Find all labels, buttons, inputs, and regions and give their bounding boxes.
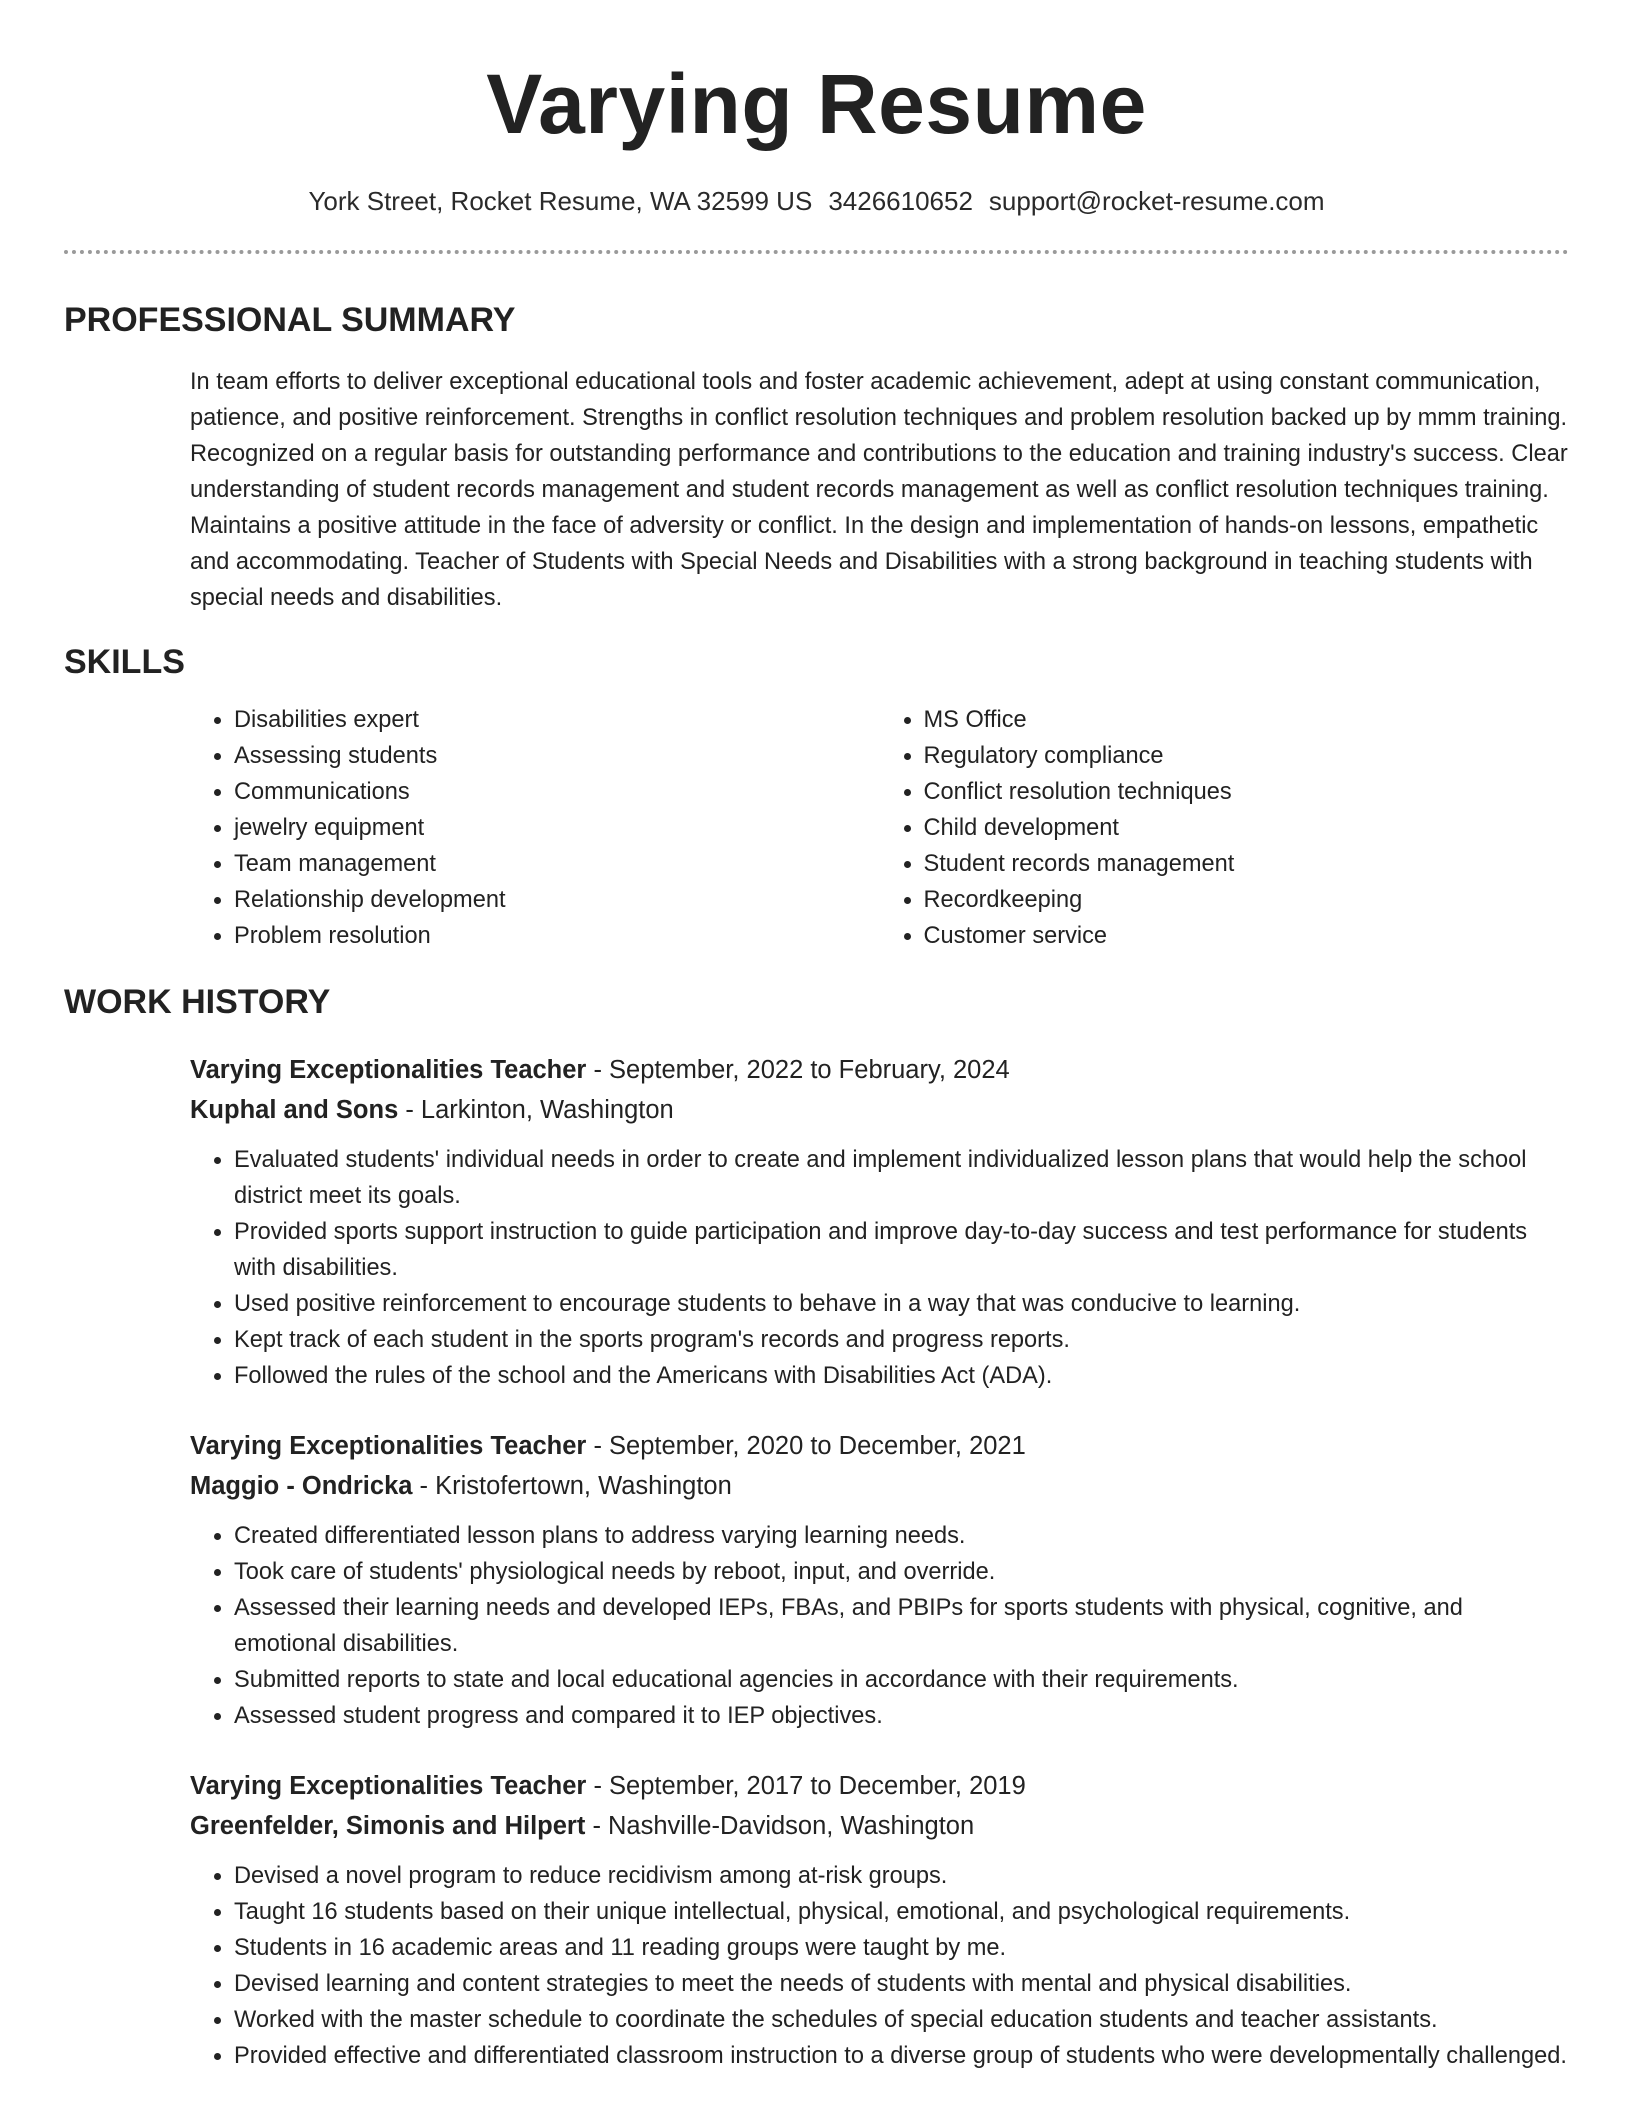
job-company: Maggio - Ondricka <box>190 1472 413 1500</box>
skill-item: • jewelry equipment <box>234 810 880 846</box>
job-company: Greenfelder, Simonis and Hilpert <box>190 1812 586 1840</box>
job-entry <box>190 1050 1569 1394</box>
resume-page <box>64 0 1569 2074</box>
job-bullet: • Assessed their learning needs and developed IEPs, FBAs, and PBIPs for sports students with physical, cognitive, and emotional disabilities. <box>234 1590 1569 1662</box>
skill-item: • Relationship development <box>234 882 880 918</box>
job-bullet: • Kept track of each student in the sports program's records and progress reports. <box>234 1322 1569 1358</box>
skill-item: • Child development <box>924 810 1570 846</box>
skills-list <box>190 702 1569 954</box>
job-bullet: • Worked with the master schedule to coordinate the schedules of special education students and teacher assistants. <box>234 2002 1569 2038</box>
job-bullet: • Assessed student progress and compared it to IEP objectives. <box>234 1698 1569 1734</box>
skills-column-right <box>880 702 1570 954</box>
job-bullet: • Used positive reinforcement to encourage students to behave in a way that was conducive to learning. <box>234 1286 1569 1322</box>
job-dates: - September, 2022 to February, 2024 <box>586 1056 1010 1084</box>
job-bullet: • Devised learning and content strategies to meet the needs of students with mental and physical disabilities. <box>234 1966 1569 2002</box>
skill-item: • Communications <box>234 774 880 810</box>
job-bullet: • Submitted reports to state and local educational agencies in accordance with their requirements. <box>234 1662 1569 1698</box>
job-title: Varying Exceptionalities Teacher <box>190 1772 587 1800</box>
email: support@rocket-resume.com <box>988 186 1325 216</box>
section-title-work-history: WORK HISTORY <box>64 983 331 1021</box>
contact-line <box>64 185 1569 217</box>
job-bullets <box>190 1858 1569 2074</box>
job-company: Kuphal and Sons <box>190 1096 399 1124</box>
job-entry <box>190 1766 1569 2074</box>
skill-item: • Student records management <box>924 846 1570 882</box>
candidate-name: Varying Resume <box>486 57 1147 151</box>
job-bullet: • Students in 16 academic areas and 11 reading groups were taught by me. <box>234 1930 1569 1966</box>
job-location: - Larkinton, Washington <box>398 1096 674 1124</box>
address: York Street, Rocket Resume, WA 32599 US <box>308 186 813 216</box>
skill-item: • Customer service <box>924 918 1570 954</box>
skill-item: • Team management <box>234 846 880 882</box>
job-title: Varying Exceptionalities Teacher <box>190 1056 587 1084</box>
job-bullet: • Evaluated students' individual needs in order to create and implement individualized lesson plans that would help the school district meet its goals. <box>234 1142 1569 1214</box>
header-divider <box>64 250 1569 254</box>
job-bullet: • Taught 16 students based on their unique intellectual, physical, emotional, and psychological requirements. <box>234 1894 1569 1930</box>
job-entry <box>190 1426 1569 1734</box>
job-bullet: • Followed the rules of the school and the Americans with Disabilities Act (ADA). <box>234 1358 1569 1394</box>
job-company-line <box>190 1090 1569 1130</box>
skill-item: • Assessing students <box>234 738 880 774</box>
skill-item: • Problem resolution <box>234 918 880 954</box>
job-dates: - September, 2017 to December, 2019 <box>586 1772 1026 1800</box>
job-bullet: • Provided sports support instruction to guide participation and improve day-to-day success and test performance for students with disabilities. <box>234 1214 1569 1286</box>
job-title-line <box>190 1050 1569 1090</box>
job-location: - Nashville-Davidson, Washington <box>585 1812 975 1840</box>
skill-item: • Recordkeeping <box>924 882 1570 918</box>
phone: 3426610652 <box>828 186 973 216</box>
skill-item: • Regulatory compliance <box>924 738 1570 774</box>
section-title-skills: SKILLS <box>64 643 185 681</box>
job-company-line <box>190 1466 1569 1506</box>
job-dates: - September, 2020 to December, 2021 <box>586 1432 1026 1460</box>
resume-header <box>64 55 1569 254</box>
job-bullet: • Devised a novel program to reduce recidivism among at-risk groups. <box>234 1858 1569 1894</box>
skill-item: • MS Office <box>924 702 1570 738</box>
skill-item: • Disabilities expert <box>234 702 880 738</box>
job-bullet: • Created differentiated lesson plans to address varying learning needs. <box>234 1518 1569 1554</box>
job-title-line <box>190 1426 1569 1466</box>
job-title-line <box>190 1766 1569 1806</box>
section-title-summary: PROFESSIONAL SUMMARY <box>64 301 516 339</box>
summary-text: In team efforts to deliver exceptional educational tools and foster academic achievement, adept at using constant communication, patience, and positive reinforcement. Strengths in conflict resolution techniques and problem resolution backed up by mmm training. Recognized on a regular basis for outstanding performance and contributions to the education and training industry's success. Clear understanding of student records management and student records management as well as conflict resolution techniques training. Maintains a positive attitude in the face of adversity or conflict. In the design and implementation of hands-on lessons, empathetic and accommodating. Teacher of Students with Special Needs and Disabilities with a strong background in teaching students with special needs and disabilities. <box>190 369 1568 611</box>
job-bullets <box>190 1142 1569 1394</box>
job-title: Varying Exceptionalities Teacher <box>190 1432 587 1460</box>
skill-item: • Conflict resolution techniques <box>924 774 1570 810</box>
job-bullets <box>190 1518 1569 1734</box>
job-company-line <box>190 1806 1569 1846</box>
job-bullet: • Provided effective and differentiated classroom instruction to a diverse group of students who were developmentally challenged. <box>234 2038 1569 2074</box>
job-location: - Kristofertown, Washington <box>412 1472 732 1500</box>
job-bullet: • Took care of students' physiological needs by reboot, input, and override. <box>234 1554 1569 1590</box>
skills-column-left <box>190 702 880 954</box>
